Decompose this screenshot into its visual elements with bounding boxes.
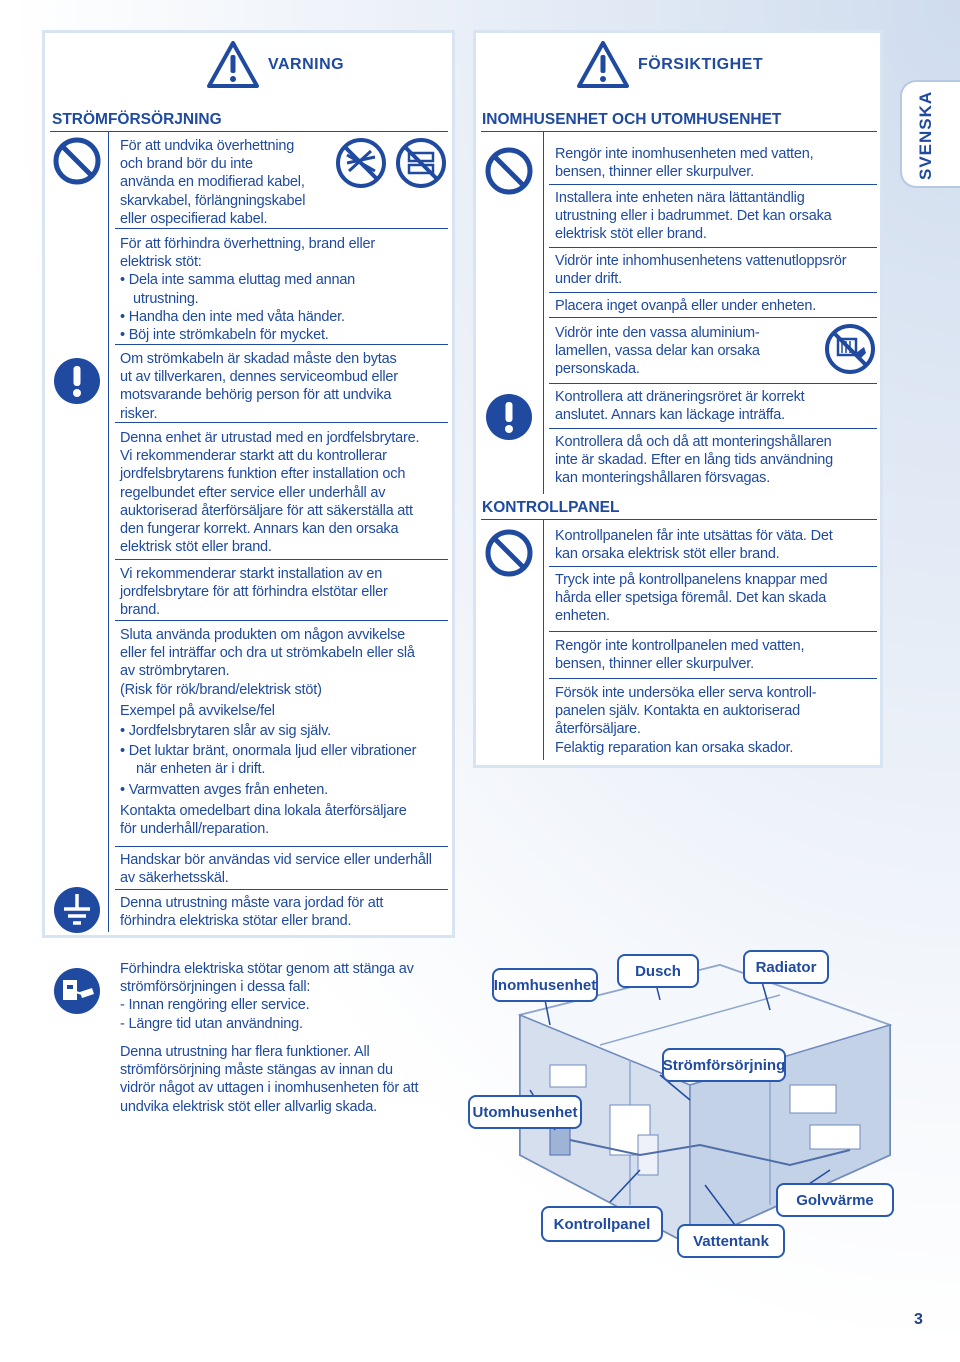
text-line: • Jordfelsbrytaren slår av sig själv. bbox=[120, 723, 331, 740]
warning-title: VARNING bbox=[268, 56, 345, 73]
warning-triangle-icon bbox=[576, 40, 630, 90]
text-line: när enheten är i drift. bbox=[136, 761, 266, 778]
text-line: Försök inte undersöka eller serva kontroll- bbox=[555, 685, 817, 701]
text-line: Kontrollpanelen får inte utsättas för väta. Det bbox=[555, 528, 833, 544]
text-line: Vidrör inte inhomhusenhetens vattenutloppsrör bbox=[555, 253, 847, 269]
text-block bbox=[555, 145, 813, 181]
text-line: använda en modifierad kabel, bbox=[120, 174, 305, 191]
text-block bbox=[120, 565, 388, 620]
text-line: • Det luktar bränt, onormala ljud eller vibrationer bbox=[120, 743, 417, 760]
text-line: Placera inget ovanpå eller under enheten. bbox=[555, 298, 817, 314]
text-line: kan orsaka elektrisk stöt eller brand. bbox=[555, 546, 780, 563]
text-block bbox=[120, 894, 383, 930]
text-line: Förhindra elektriska stötar genom att stänga av bbox=[120, 961, 414, 977]
divider bbox=[549, 247, 877, 248]
text-line: strömförsörjningen i dessa fall: bbox=[120, 979, 311, 996]
no-extension-cable-icon bbox=[395, 137, 447, 189]
divider bbox=[115, 889, 448, 890]
text-line: elektrisk stöt: bbox=[120, 254, 202, 271]
text-line: enheten. bbox=[555, 608, 610, 625]
divider bbox=[115, 344, 448, 345]
divider bbox=[549, 383, 877, 384]
prohibited-icon bbox=[52, 136, 102, 186]
prohibited-icon bbox=[484, 146, 534, 196]
text-line: anslutet. Annars kan läckage inträffa. bbox=[555, 407, 785, 424]
text-block bbox=[120, 626, 416, 838]
divider bbox=[115, 620, 448, 621]
text-line: Kontrollera att dräneringsröret är korrekt bbox=[555, 389, 805, 405]
text-line: Tryck inte på kontrollpanelens knappar med bbox=[555, 572, 828, 588]
text-line: • Varmvatten avges från enheten. bbox=[120, 781, 328, 798]
text-block bbox=[120, 960, 414, 1033]
column-divider bbox=[543, 520, 544, 760]
text-line: bensen, thinner eller skurpulver. bbox=[555, 656, 754, 673]
mandatory-icon bbox=[484, 392, 534, 442]
warning-header bbox=[206, 40, 344, 90]
text-line: ut av tillverkaren, dennes serviceombud eller bbox=[120, 369, 398, 386]
text-block bbox=[120, 1043, 418, 1116]
divider bbox=[115, 846, 448, 847]
text-line: - Längre tid utan användning. bbox=[120, 1015, 303, 1032]
text-block bbox=[555, 527, 833, 563]
unplug-icon bbox=[52, 966, 102, 1016]
text-block bbox=[120, 851, 432, 887]
text-line: Om strömkabeln är skadad måste den bytas bbox=[120, 351, 397, 367]
text-line: Felaktig reparation kan orsaka skador. bbox=[555, 739, 794, 756]
section-divider bbox=[50, 131, 448, 132]
text-block bbox=[555, 571, 827, 626]
text-line: inte är skadad. Efter en lång tids användning bbox=[555, 452, 833, 469]
callout-floor-heating: Golvvärme bbox=[776, 1183, 894, 1217]
text-line: jordfelsbrytarens funktion efter installation och bbox=[120, 466, 406, 483]
mandatory-icon bbox=[52, 356, 102, 406]
text-line: Sluta använda produkten om någon avvikelse bbox=[120, 627, 406, 643]
text-block bbox=[120, 429, 419, 556]
text-line: förhindra elektriska stötar eller brand. bbox=[120, 913, 352, 930]
callout-outdoor-unit: Utomhusenhet bbox=[468, 1095, 582, 1129]
text-line: strömförsörjning måste stängas av innan du bbox=[120, 1062, 393, 1079]
text-line: • Dela inte samma eluttag med annan bbox=[120, 272, 356, 289]
ground-icon bbox=[52, 885, 102, 935]
divider bbox=[549, 184, 877, 185]
text-line: eller fel inträffar och dra ut strömkabeln eller slå bbox=[120, 645, 415, 662]
text-block bbox=[555, 297, 816, 315]
text-line: För att förhindra överhettning, brand eller bbox=[120, 236, 375, 252]
callout-power-supply: Strömförsörjning bbox=[662, 1048, 786, 1082]
text-block bbox=[120, 235, 375, 344]
text-line: motsvarande behörig person för att undvika bbox=[120, 387, 392, 404]
text-line: Vidrör inte den vassa aluminium- bbox=[555, 325, 760, 341]
text-line: av strömbrytaren. bbox=[120, 663, 230, 680]
page-number: 3 bbox=[914, 1311, 923, 1328]
text-line: Exempel på avvikelse/fel bbox=[120, 702, 275, 719]
column-divider bbox=[543, 132, 544, 494]
divider bbox=[549, 292, 877, 293]
text-line: • Böj inte strömkabeln för mycket. bbox=[120, 327, 329, 344]
text-line: (Risk för rök/brand/elektrisk stöt) bbox=[120, 681, 322, 698]
text-line: • Handha den inte med våta händer. bbox=[120, 308, 345, 325]
warning-triangle-icon bbox=[206, 40, 260, 90]
text-line: lamellen, vassa delar kan orsaka bbox=[555, 343, 760, 360]
text-line: Rengör inte inomhusenheten med vatten, bbox=[555, 146, 814, 162]
text-line: utrustning eller i badrummet. Det kan orsaka bbox=[555, 208, 832, 225]
text-line: Denna utrustning har flera funktioner. All bbox=[120, 1044, 370, 1060]
caution-header bbox=[576, 40, 763, 90]
text-line: skarvkabel, förlängningskabel bbox=[120, 192, 306, 209]
no-touch-fins-icon bbox=[824, 323, 876, 375]
text-line: jordfelsbrytare för att förhindra elstötar eller bbox=[120, 584, 388, 601]
text-line: Denna enhet är utrustad med en jordfelsbrytare. bbox=[120, 430, 420, 446]
section-control-panel: KONTROLLPANEL bbox=[482, 499, 620, 516]
text-line: bensen, thinner eller skurpulver. bbox=[555, 164, 754, 181]
divider bbox=[549, 566, 877, 567]
text-line: elektrisk stöt eller brand. bbox=[555, 226, 707, 243]
text-line: regelbundet efter service eller underhåll av bbox=[120, 484, 386, 501]
text-line: risker. bbox=[120, 405, 158, 422]
text-block bbox=[555, 433, 833, 488]
text-line: brand. bbox=[120, 602, 160, 619]
text-line: kan monteringshållaren försvagas. bbox=[555, 470, 771, 487]
text-line: undvika elektrisk stöt eller allvarlig skada. bbox=[120, 1098, 377, 1115]
text-line: elektrisk stöt eller brand. bbox=[120, 539, 272, 556]
callout-indoor-unit: Inomhusenhet bbox=[492, 968, 598, 1002]
divider bbox=[549, 678, 877, 679]
text-line: panelen själv. Kontakta en auktoriserad bbox=[555, 703, 801, 720]
text-line: återförsäljare. bbox=[555, 721, 641, 738]
text-line: Rengör inte kontrollpanelen med vatten, bbox=[555, 638, 805, 654]
text-line: Denna utrustning måste vara jordad för att bbox=[120, 895, 384, 911]
text-line: Installera inte enheten nära lättantändlig bbox=[555, 190, 805, 206]
callout-control-panel: Kontrollpanel bbox=[541, 1206, 663, 1242]
callout-radiator: Radiator bbox=[743, 950, 829, 984]
text-line: personskada. bbox=[555, 361, 640, 378]
section-indoor-outdoor: INOMHUSENHET OCH UTOMHUSENHET bbox=[482, 111, 782, 128]
divider bbox=[549, 317, 877, 318]
language-tab bbox=[900, 80, 960, 188]
text-block bbox=[555, 324, 760, 379]
text-block bbox=[555, 388, 805, 424]
text-block bbox=[555, 684, 816, 757]
text-line: vidrör något av uttagen i inomhusenheten för att bbox=[120, 1080, 419, 1097]
text-line: Kontrollera då och då att monteringshållaren bbox=[555, 434, 832, 450]
divider bbox=[115, 422, 448, 423]
callout-water-tank: Vattentank bbox=[677, 1224, 785, 1258]
no-damaged-cable-icon bbox=[335, 137, 387, 189]
text-line: under drift. bbox=[555, 271, 622, 288]
divider bbox=[115, 559, 448, 560]
callout-shower: Dusch bbox=[617, 954, 699, 988]
prohibited-icon bbox=[484, 528, 534, 578]
text-line: och brand bör du inte bbox=[120, 156, 253, 173]
text-line: Vi rekommenderar starkt att du kontrollerar bbox=[120, 448, 387, 465]
section-divider bbox=[481, 519, 877, 520]
caution-title: FÖRSIKTIGHET bbox=[638, 56, 764, 73]
text-line: - Innan rengöring eller service. bbox=[120, 997, 310, 1014]
text-line: För att undvika överhettning bbox=[120, 138, 295, 154]
text-line: Vi rekommenderar starkt installation av en bbox=[120, 566, 383, 582]
text-line: hårda eller spetsiga föremål. Det kan skada bbox=[555, 590, 827, 607]
language-label: SVENSKA bbox=[916, 90, 935, 180]
text-line: den fungerar korrekt. Annars kan den orsaka bbox=[120, 521, 399, 538]
text-line: för underhåll/reparation. bbox=[120, 821, 269, 838]
text-line: auktoriserad återförsäljare för att säkerställa att bbox=[120, 502, 413, 519]
text-block bbox=[120, 350, 398, 423]
column-divider bbox=[108, 132, 109, 932]
divider bbox=[549, 631, 877, 632]
text-block bbox=[120, 137, 305, 228]
divider bbox=[549, 428, 877, 429]
text-line: av säkerhetsskäl. bbox=[120, 870, 229, 887]
text-line: Handskar bör användas vid service eller underhåll bbox=[120, 852, 432, 868]
text-line: Kontakta omedelbart dina lokala återförsäljare bbox=[120, 802, 407, 819]
text-block bbox=[555, 252, 846, 288]
text-block bbox=[555, 189, 832, 244]
section-divider bbox=[481, 131, 877, 132]
divider bbox=[115, 228, 448, 229]
section-power-supply: STRÖMFÖRSÖRJNING bbox=[52, 111, 222, 128]
text-line: eller ospecifierad kabel. bbox=[120, 210, 268, 227]
text-line: utrustning. bbox=[133, 290, 199, 307]
text-block bbox=[555, 637, 804, 673]
